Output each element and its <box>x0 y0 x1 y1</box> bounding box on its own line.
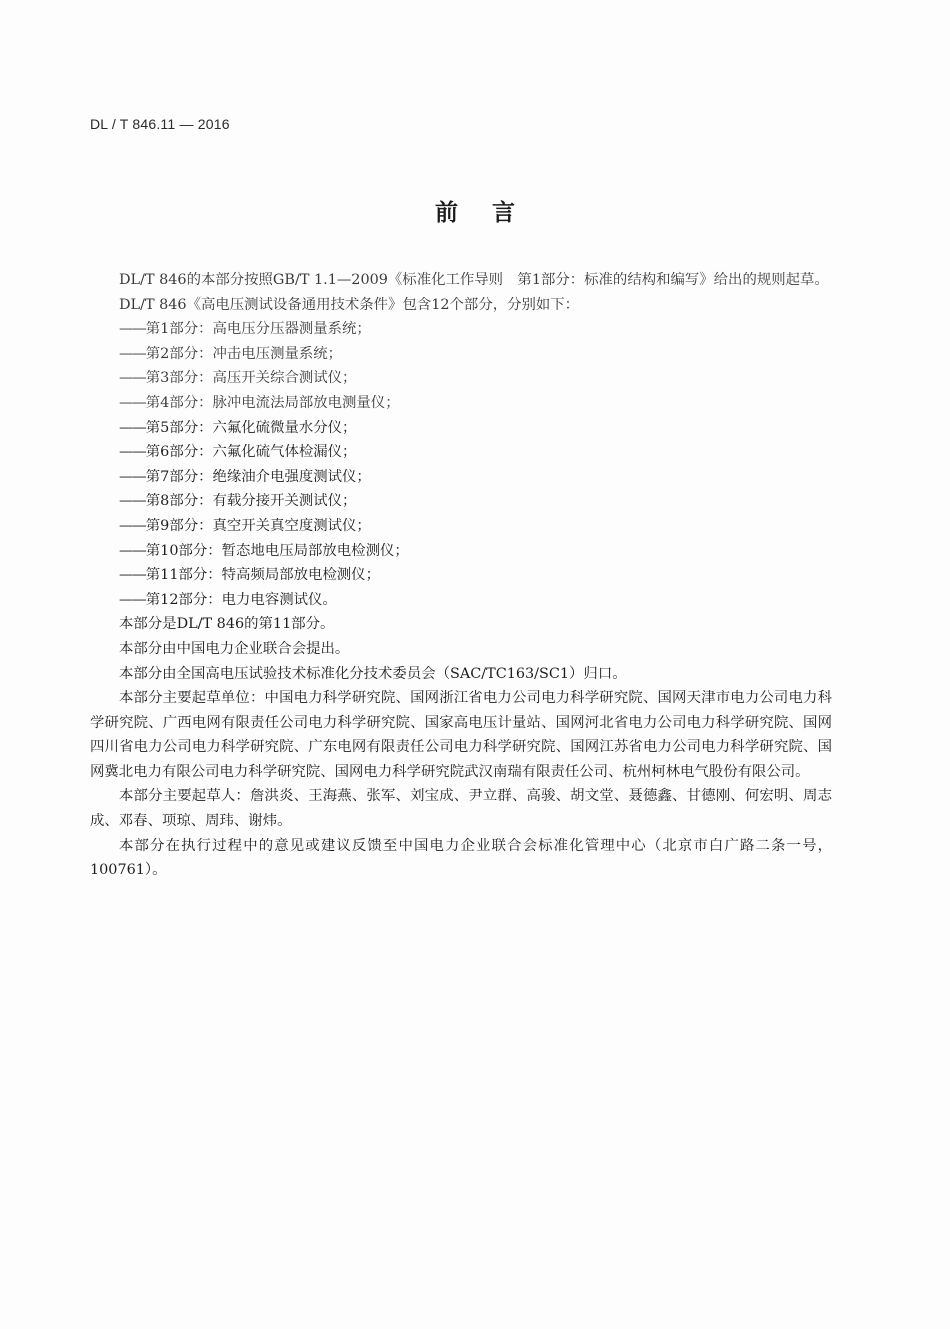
list-item <box>90 588 832 613</box>
list-item-label: 第7部分：绝缘油介电强度测试仪； <box>145 468 371 485</box>
list-dash: —— <box>119 517 146 534</box>
list-dash: —— <box>119 419 146 436</box>
list-dash: —— <box>119 591 146 608</box>
list-item-label: 第1部分：高电压分压器测量系统； <box>145 321 371 338</box>
list-item-label: 第5部分：六氟化硫微量水分仪； <box>145 419 357 436</box>
list-item-label: 第9部分：真空开关真空度测试仪； <box>145 517 371 534</box>
list-dash: —— <box>119 345 146 362</box>
list-item-label: 第6部分：六氟化硫气体检漏仪； <box>145 444 357 461</box>
list-item <box>90 366 832 391</box>
intro-paragraph-2: DL/T 846《高电压测试设备通用技术条件》包含12个部分，分别如下： <box>119 296 580 313</box>
list-item-label: 第12部分：电力电容测试仪。 <box>145 591 337 608</box>
list-item <box>90 317 832 342</box>
list-item <box>90 514 832 539</box>
centralized-by-statement: 本部分由全国高电压试验技术标准化分技术委员会（SAC/TC163/SC1）归口。 <box>119 665 627 682</box>
list-item-label: 第2部分：冲击电压测量系统； <box>145 345 343 362</box>
list-item <box>90 391 832 416</box>
page-title: 前言 <box>435 200 549 226</box>
list-item-label: 第10部分：暂态地电压局部放电检测仪； <box>145 542 409 559</box>
parts-list <box>90 317 832 612</box>
list-item <box>90 465 832 490</box>
list-item <box>90 539 832 564</box>
list-dash: —— <box>119 321 146 338</box>
document-code: DL / T 846.11 — 2016 <box>90 116 230 132</box>
list-dash: —— <box>119 468 146 485</box>
list-dash: —— <box>119 493 146 510</box>
list-dash: —— <box>119 394 146 411</box>
list-item <box>90 563 832 588</box>
drafters-paragraph: 本部分主要起草人：詹洪炎、王海燕、张军、刘宝成、尹立群、高骏、胡文堂、聂德鑫、甘德刚、何宏明、周志成、邓春、项琼、周玮、谢炜。 <box>90 788 832 830</box>
list-dash: —— <box>119 370 146 387</box>
drafting-units-paragraph: 本部分主要起草单位：中国电力科学研究院、国网浙江省电力公司电力科学研究院、国网天津市电力公司电力科学研究院、广西电网有限责任公司电力科学研究院、国家高电压计量站、国网河北省电力公司电力科学研究院、国网四川省电力公司电力科学研究院、广东电网有限责任公司电力科学研究院、国网江苏省电力公司电力科学研究院、国网冀北电力有限公司电力科学研究院、国网电力科学研究院武汉南瑞有限责任公司、杭州柯林电气股份有限公司。 <box>90 690 832 780</box>
list-item-label: 第4部分：脉冲电流法局部放电测量仪； <box>145 394 400 411</box>
list-item <box>90 342 832 367</box>
list-dash: —— <box>119 567 146 584</box>
intro-paragraph-1: DL/T 846的本部分按照GB/T 1.1—2009《标准化工作导则 第1部分：标准的结构和编写》给出的规则起草。 <box>119 272 829 288</box>
list-item <box>90 489 832 514</box>
document-body <box>90 268 832 883</box>
list-item-label: 第8部分：有载分接开关测试仪； <box>145 493 357 510</box>
this-part-statement: 本部分是DL/T 846的第11部分。 <box>119 616 335 633</box>
list-dash: —— <box>119 444 146 461</box>
list-item <box>90 416 832 441</box>
list-item <box>90 440 832 465</box>
feedback-paragraph: 本部分在执行过程中的意见或建议反馈至中国电力企业联合会标准化管理中心（北京市白广路二条一号，100761）。 <box>90 837 832 879</box>
proposed-by-statement: 本部分由中国电力企业联合会提出。 <box>119 640 350 657</box>
list-item-label: 第11部分：特高频局部放电检测仪； <box>145 567 380 584</box>
list-dash: —— <box>119 542 146 559</box>
list-item-label: 第3部分：高压开关综合测试仪； <box>145 370 357 387</box>
